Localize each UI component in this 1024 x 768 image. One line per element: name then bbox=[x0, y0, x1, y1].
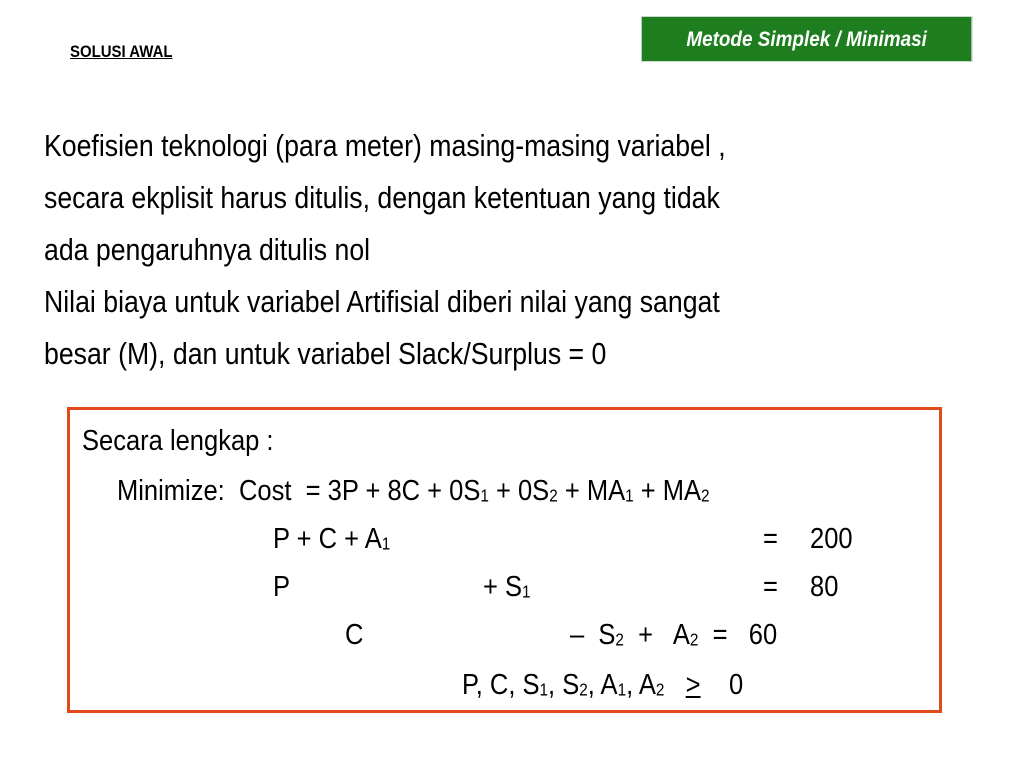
constraint-1-lhs: $P + C + A_1$ bbox=[273, 523, 391, 555]
objective-lhs: Cost bbox=[238, 475, 292, 507]
objective-label: Minimize: bbox=[117, 475, 225, 507]
nonnegativity: P, C, $S_1$, $S_2$, $A_1$, $A_2$ > 0 bbox=[462, 669, 744, 701]
body-text bbox=[44, 120, 870, 380]
formula-box bbox=[67, 407, 942, 713]
constraint-3-body: – $S_2 + A_2 = 60$ bbox=[570, 619, 778, 651]
objective-rhs: = 3P + 8C + 0S bbox=[305, 475, 481, 507]
constraint-1-rhs: 200 bbox=[810, 523, 853, 555]
constraint-2-rhs: 80 bbox=[810, 571, 839, 603]
constraint-2-p: P bbox=[273, 571, 291, 603]
body-line: Nilai biaya untuk variabel Artifisial diberi nilai yang sangat bbox=[44, 284, 720, 319]
constraint-1-eq: = bbox=[763, 523, 778, 555]
formula-intro: Secara lengkap : bbox=[82, 425, 274, 457]
topic-badge: Metode Simplek / Minimasi bbox=[641, 16, 972, 62]
body-line: ada pengaruhnya ditulis nol bbox=[44, 232, 371, 267]
objective-function: Minimize: Cost = $3P + 8C + 0S_1 + 0S_2 + MA_1 + MA_2$ bbox=[117, 475, 710, 507]
constraint-2-s: + $S_1$ bbox=[483, 571, 531, 603]
body-line: Koefisien teknologi (para meter) masing-masing variabel , bbox=[44, 128, 726, 163]
section-label: SOLUSI AWAL bbox=[70, 42, 173, 61]
body-line: besar (M), dan untuk variabel Slack/Surplus = 0 bbox=[44, 336, 607, 371]
constraint-2-eq: = bbox=[763, 571, 778, 603]
body-line: secara ekplisit harus ditulis, dengan ketentuan yang tidak bbox=[44, 180, 720, 215]
constraint-3-c: C bbox=[345, 619, 364, 651]
